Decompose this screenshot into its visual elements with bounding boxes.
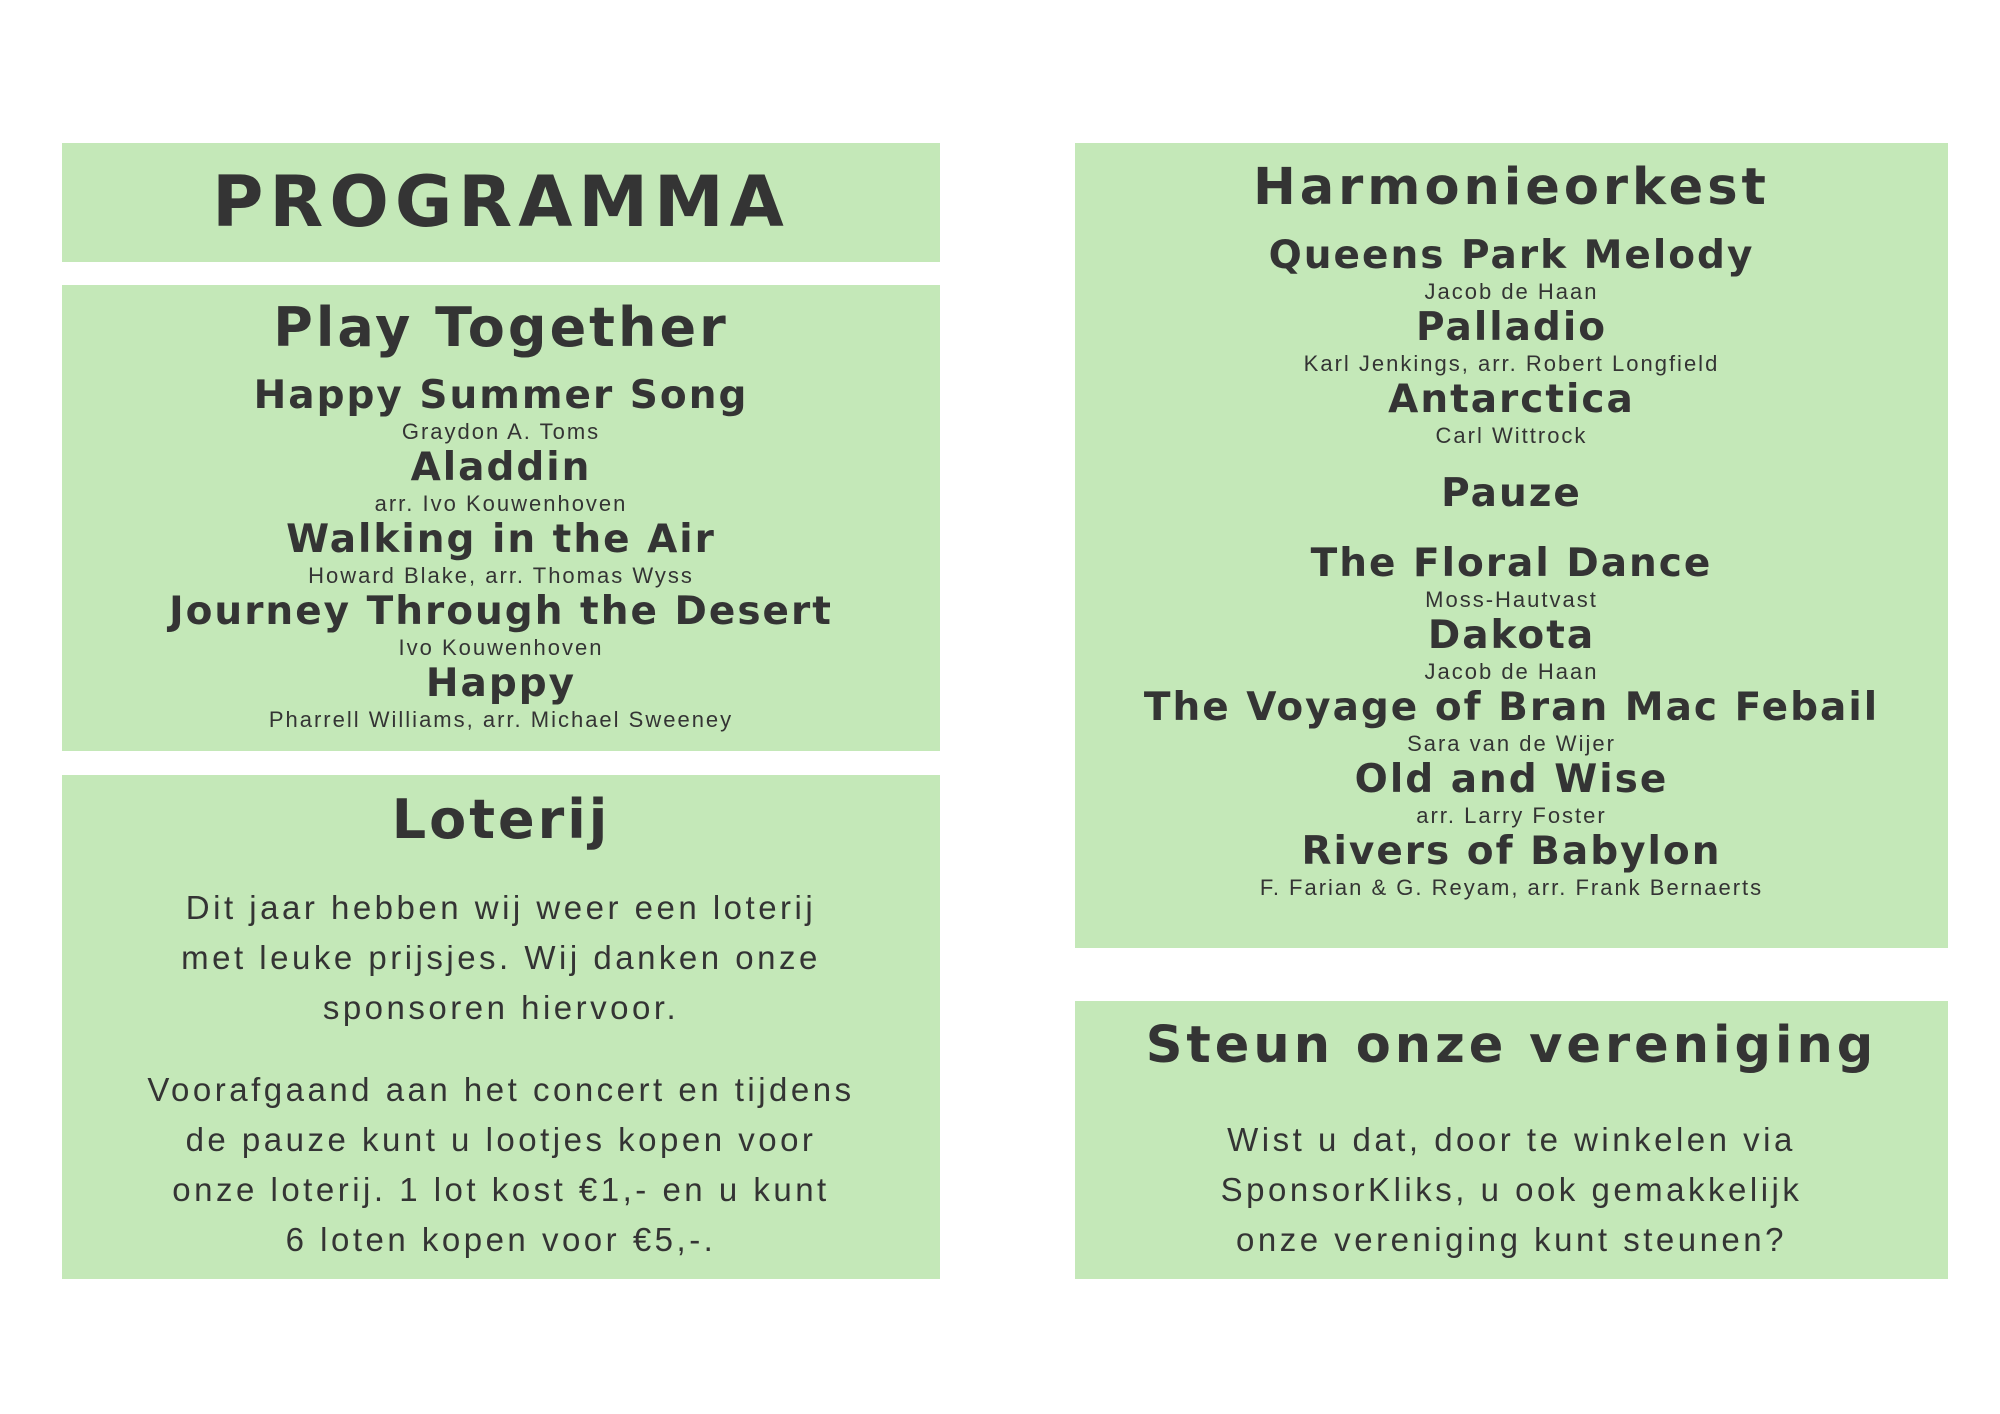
section-title-harmonieorkest: Harmonieorkest: [1253, 158, 1770, 217]
piece-composer: Sara van de Wijer: [1407, 731, 1616, 756]
piece-title: Happy Summer Song: [253, 373, 749, 418]
piece-title: The Floral Dance: [1310, 541, 1713, 586]
text-line: Dit jaar hebben wij weer een loterij: [185, 889, 817, 926]
piece-title: Walking in the Air: [286, 517, 716, 562]
steun-panel: [1075, 1001, 1948, 1279]
steun-paragraph: [1075, 1115, 1948, 1265]
piece-title: Queens Park Melody: [1268, 233, 1755, 278]
piece-composer: Pharrell Williams, arr. Michael Sweeney: [268, 707, 734, 732]
section-title-loterij: Loterij: [391, 788, 611, 851]
loterij-paragraph-1: [62, 883, 940, 1033]
piece-list-after-pauze: [1075, 541, 1948, 901]
piece-title: Palladio: [1416, 305, 1607, 350]
text-line: SponsorKliks, u ook gemakkelijk: [1220, 1171, 1803, 1208]
piece-composer: Graydon A. Toms: [401, 419, 601, 444]
loterij-paragraph-2: [62, 1065, 940, 1265]
pauze-label: Pauze: [1441, 471, 1582, 516]
piece-title: Dakota: [1427, 613, 1596, 658]
piece-composer: Howard Blake, arr. Thomas Wyss: [308, 563, 694, 588]
piece-title: Aladdin: [410, 445, 592, 490]
piece-title: Antarctica: [1388, 377, 1635, 422]
text-line: sponsoren hiervoor.: [322, 989, 680, 1026]
piece-composer: Karl Jenkings, arr. Robert Longfield: [1303, 351, 1720, 376]
harmonieorkest-panel: [1075, 143, 1948, 948]
page-title: PROGRAMMA: [212, 161, 790, 243]
piece-composer: Moss-Hautvast: [1425, 587, 1598, 612]
piece-composer: F. Farian & G. Reyam, arr. Frank Bernaerts: [1259, 875, 1764, 900]
piece-composer: Carl Wittrock: [1435, 423, 1588, 448]
piece-title: Journey Through the Desert: [169, 589, 833, 634]
piece-list-before-pauze: [1075, 233, 1948, 449]
piece-composer: Jacob de Haan: [1424, 279, 1599, 304]
piece-composer: Ivo Kouwenhoven: [398, 635, 604, 660]
section-title-steun: Steun onze vereniging: [1145, 1016, 1878, 1075]
piece-composer: arr. Larry Foster: [1416, 803, 1607, 828]
piece-composer: Jacob de Haan: [1424, 659, 1599, 684]
piece-composer: arr. Ivo Kouwenhoven: [374, 491, 628, 516]
text-line: Wist u dat, door te winkelen via: [1227, 1121, 1796, 1158]
text-line: met leuke prijsjes. Wij danken onze: [181, 939, 821, 976]
loterij-panel: [62, 775, 940, 1279]
piece-title: The Voyage of Bran Mac Febail: [1143, 685, 1880, 730]
piece-title: Happy: [425, 661, 577, 706]
text-line: de pauze kunt u lootjes kopen voor: [185, 1121, 817, 1158]
piece-title: Rivers of Babylon: [1301, 829, 1722, 874]
text-line: 6 loten kopen voor €5,-.: [285, 1221, 717, 1258]
text-line: onze vereniging kunt steunen?: [1236, 1221, 1787, 1258]
piece-list: [62, 373, 940, 733]
programma-banner: [62, 143, 940, 262]
text-line: onze loterij. 1 lot kost €1,- en u kunt: [172, 1171, 830, 1208]
section-title-play-together: Play Together: [273, 296, 729, 359]
text-line: Voorafgaand aan het concert en tijdens: [147, 1071, 855, 1108]
piece-title: Old and Wise: [1354, 757, 1669, 802]
play-together-panel: [62, 285, 940, 751]
